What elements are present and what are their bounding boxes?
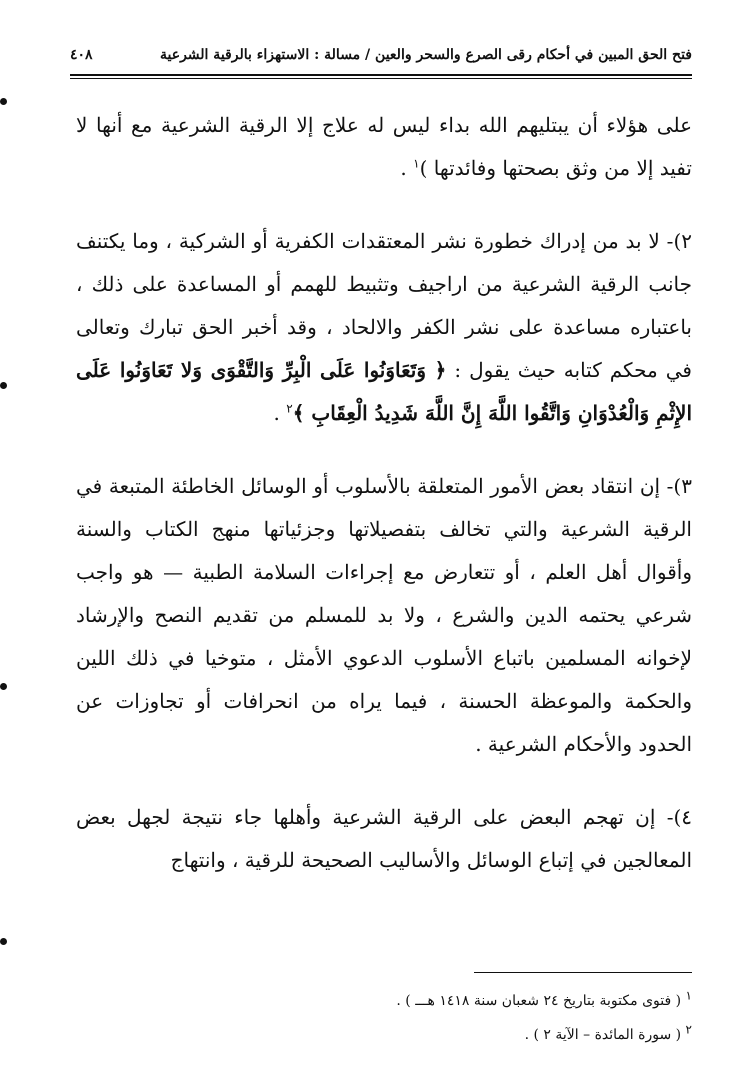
binder-hole-dot: [0, 382, 7, 389]
binder-hole-dot: [0, 98, 7, 105]
page-number: ٤٠٨: [70, 47, 93, 63]
paragraph-2: [76, 220, 692, 435]
footnote-ref-2: ٢: [286, 401, 293, 416]
footnote-1-number: ١: [685, 988, 692, 1003]
binder-hole-dot: [0, 683, 7, 690]
running-header: [70, 38, 692, 72]
footnotes: [76, 984, 692, 1052]
running-title: فتح الحق المبين في أحكام رقى الصرع والسحر والعين / مسالة : الاستهزاء بالرقية الشرعية: [159, 47, 692, 63]
header-rule: [70, 74, 692, 76]
paragraph-4: ٤)- إن تهجم البعض على الرقية الشرعية وأهلها جاء نتيجة لجهل بعض المعالجين في إتباع الوسائل والأساليب الصحيحة للرقية ، وانتهاج: [76, 805, 692, 872]
footnote-2: [76, 1018, 692, 1052]
paragraph-1: [76, 104, 692, 190]
paragraph-2-text: ٢)- لا بد من إدراك خطورة نشر المعتقدات الكفرية أو الشركية ، وما يكتنف جانب الرقية الشرعية من اراجيف وتثبيط للهمم أو المساعدة على ذلك ، باعتباره مساعدة على نشر الكفر والالحاد ، وقد أخبر الحق تبارك وتعالى في محكم كتابه حيث يقول :: [76, 229, 692, 382]
quran-verse: ﴿ وَتَعَاوَنُوا عَلَى الْبِرِّ وَالتَّقْوَى وَلا تَعَاوَنُوا عَلَى الإِثْمِ وَالْعُدْوَانِ وَاتَّقُوا اللَّهَ إِنَّ اللَّهَ شَدِيدُ الْعِقَابِ ﴾: [76, 358, 692, 425]
paragraph-1-text: على هؤلاء أن يبتليهم الله بداء ليس له علاج إلا الرقية الشرعية مع أنها لا تفيد إلا من وثق بصحتها وفائدتها ): [76, 113, 692, 180]
main-text: [76, 104, 692, 882]
footnote-rule: [474, 972, 692, 973]
footnote-2-text: ( سورة المائدة – الآية ٢ ) .: [524, 1027, 682, 1043]
footnote-ref-1: ١: [413, 156, 420, 171]
footnote-2-number: ٢: [685, 1022, 692, 1037]
paragraph-1-end: .: [400, 156, 414, 180]
footnote-1: [76, 984, 692, 1018]
paragraph-2-end: .: [273, 401, 287, 425]
header-rule-thin: [70, 78, 692, 79]
paragraph-3: ٣)- إن انتقاد بعض الأمور المتعلقة بالأسلوب أو الوسائل الخاطئة المتبعة في الرقية الشرعية والتي تخالف بتفصيلاتها وجزئياتها منهج الكتاب والسنة وأقوال أهل العلم ، أو تتعارض مع إجراءات السلامة الطبية — هو واجب شرعي يحتمه الدين والشرع ، ولا بد للمسلم من تقديم النصح والإرشاد لإخوانه المسلمين باتباع الأسلوب الدعوي الأمثل ، متوخيا في ذلك اللين والحكمة والموعظة الحسنة ، فيما يراه من انحرافات أو تجاوزات عن الحدود والأحكام الشرعية .: [76, 474, 692, 756]
binder-hole-dot: [0, 938, 7, 945]
footnote-1-text: ( فتوى مكتوبة بتاريخ ٢٤ شعبان سنة ١٤١٨ هـــ ) .: [396, 993, 682, 1009]
